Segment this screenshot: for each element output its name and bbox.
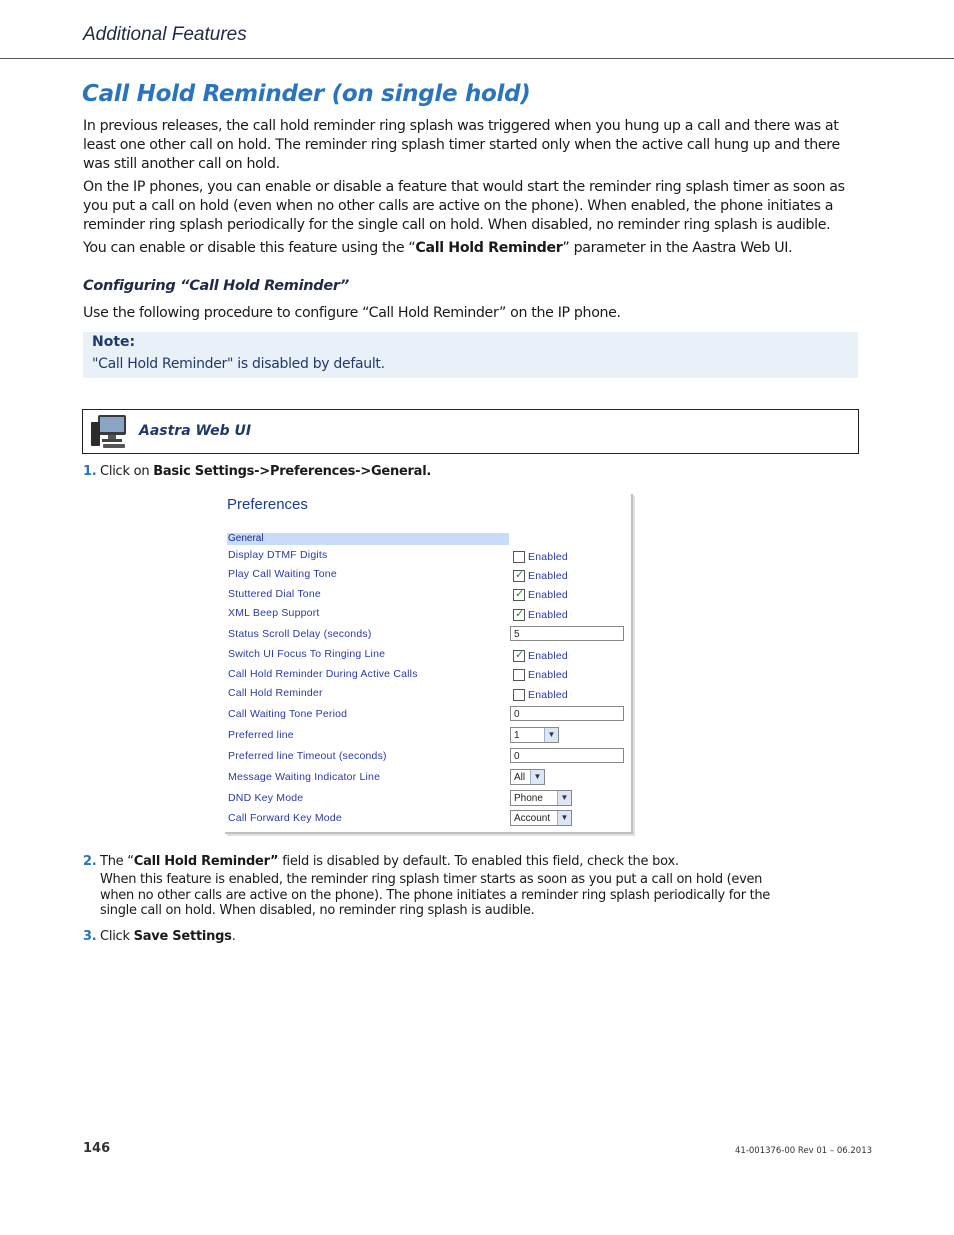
label-call-forward-key-mode: Call Forward Key Mode <box>228 812 342 824</box>
preferences-screenshot <box>225 494 633 834</box>
label-preferred-line-timeout: Preferred line Timeout (seconds) <box>228 750 387 762</box>
label-xml-beep-support: XML Beep Support <box>228 607 320 619</box>
select-dnd-key-mode[interactable] <box>510 790 572 806</box>
text-span: You can enable or disable this feature using the “ <box>83 240 416 256</box>
general-section-bar: General <box>227 533 509 545</box>
page-title: Call Hold Reminder (on single hold) <box>82 81 531 107</box>
label-call-waiting-tone-period: Call Waiting Tone Period <box>228 708 348 720</box>
paragraph-ip-phones: On the IP phones, you can enable or disable a feature that would start the reminder ring splash timer as soon as you put a call on hold (even when no other calls are active on the phone). When enabled, the phone initiates a reminder ring splash periodically for the single call on hold. When disabled, no reminder ring splash is audible. <box>83 179 845 233</box>
step-number: 3. <box>83 929 97 944</box>
label-play-call-waiting-tone: Play Call Waiting Tone <box>228 568 337 580</box>
select-mwi-line[interactable] <box>510 769 545 785</box>
label-call-hold-reminder-active: Call Hold Reminder During Active Calls <box>228 668 418 680</box>
chevron-down-icon: ▼ <box>557 811 571 825</box>
select-value: Account <box>514 813 551 824</box>
chevron-down-icon: ▼ <box>544 728 558 742</box>
text-span: Click <box>100 929 134 944</box>
label-display-dtmf-digits: Display DTMF Digits <box>228 549 328 561</box>
check-icon: ✓ <box>515 568 525 581</box>
check-icon: ✓ <box>515 587 525 600</box>
parameter-name: Call Hold Reminder <box>415 240 563 256</box>
paragraph-enable-disable <box>83 239 858 258</box>
menu-path: Basic Settings->Preferences->General. <box>153 464 432 479</box>
paragraph-previous-releases: In previous releases, the call hold reminder ring splash was triggered when you hung up a call and there was at least one other call on hold. The reminder ring splash timer started only when the active call hung up and there was still another call on hold. <box>83 118 840 172</box>
section-header: Additional Features <box>83 24 247 45</box>
step-1 <box>83 464 431 479</box>
checkbox-display-dtmf-digits[interactable] <box>513 551 525 563</box>
header-rule <box>0 58 954 59</box>
text-span: Click on <box>100 464 154 479</box>
checkbox-label: Enabled <box>528 589 568 601</box>
label-dnd-key-mode: DND Key Mode <box>228 792 304 804</box>
subheading-configuring: Configuring “Call Hold Reminder” <box>83 278 350 294</box>
checkbox-call-hold-reminder[interactable] <box>513 689 525 701</box>
document-id: 41-001376-00 Rev 01 – 06.2013 <box>735 1146 873 1156</box>
web-ui-label: Aastra Web UI <box>139 423 252 439</box>
page-number: 146 <box>83 1141 111 1156</box>
save-settings-label: Save Settings <box>133 929 232 944</box>
checkbox-switch-ui-focus[interactable] <box>513 650 525 662</box>
checkbox-label: Enabled <box>528 669 568 681</box>
checkbox-stuttered-dial-tone[interactable] <box>513 589 525 601</box>
field-name: Call Hold Reminder” <box>133 854 279 869</box>
label-call-hold-reminder: Call Hold Reminder <box>228 687 323 699</box>
label-mwi-line: Message Waiting Indicator Line <box>228 771 381 783</box>
label-switch-ui-focus: Switch UI Focus To Ringing Line <box>228 648 386 660</box>
computer-icon <box>89 413 129 449</box>
checkbox-xml-beep-support[interactable] <box>513 609 525 621</box>
checkbox-label: Enabled <box>528 570 568 582</box>
note-title: Note: <box>92 334 136 350</box>
check-icon: ✓ <box>515 648 525 661</box>
checkbox-label: Enabled <box>528 609 568 621</box>
chevron-down-icon: ▼ <box>557 791 571 805</box>
select-value: 1 <box>514 730 520 741</box>
note-text: "Call Hold Reminder" is disabled by default. <box>92 356 385 372</box>
step-2 <box>83 854 679 869</box>
step-2-detail: When this feature is enabled, the reminder ring splash timer starts as soon as you put a call on hold (even when no other calls are active on the phone). The phone initiates a reminder ring splash periodically for the single call on hold. When disabled, no reminder ring splash is audible. <box>100 872 771 918</box>
check-icon: ✓ <box>515 607 525 620</box>
select-value: All <box>514 772 526 783</box>
input-preferred-line-timeout[interactable]: 0 <box>510 748 624 763</box>
preferences-title: Preferences <box>227 496 308 513</box>
checkbox-play-call-waiting-tone[interactable] <box>513 570 525 582</box>
step-3 <box>83 929 236 944</box>
label-status-scroll-delay: Status Scroll Delay (seconds) <box>228 628 372 640</box>
label-stuttered-dial-tone: Stuttered Dial Tone <box>228 588 321 600</box>
select-preferred-line[interactable] <box>510 727 559 743</box>
text-span: The “ <box>100 854 134 869</box>
checkbox-call-hold-reminder-active[interactable] <box>513 669 525 681</box>
input-status-scroll-delay[interactable]: 5 <box>510 626 624 641</box>
checkbox-label: Enabled <box>528 689 568 701</box>
text-span: ” parameter in the Aastra Web UI. <box>562 240 793 256</box>
text-span: . <box>231 929 236 944</box>
checkbox-label: Enabled <box>528 551 568 563</box>
step-number: 1. <box>83 464 97 479</box>
web-ui-banner <box>82 409 859 454</box>
input-call-waiting-tone-period[interactable]: 0 <box>510 706 624 721</box>
chevron-down-icon: ▼ <box>530 770 544 784</box>
select-value: Phone <box>514 793 543 804</box>
select-call-forward-key-mode[interactable] <box>510 810 572 826</box>
procedure-intro: Use the following procedure to configure “Call Hold Reminder” on the IP phone. <box>83 305 621 321</box>
step-number: 2. <box>83 854 97 869</box>
checkbox-label: Enabled <box>528 650 568 662</box>
text-span: field is disabled by default. To enabled this field, check the box. <box>278 854 679 869</box>
label-preferred-line: Preferred line <box>228 729 294 741</box>
note-box <box>83 332 858 378</box>
